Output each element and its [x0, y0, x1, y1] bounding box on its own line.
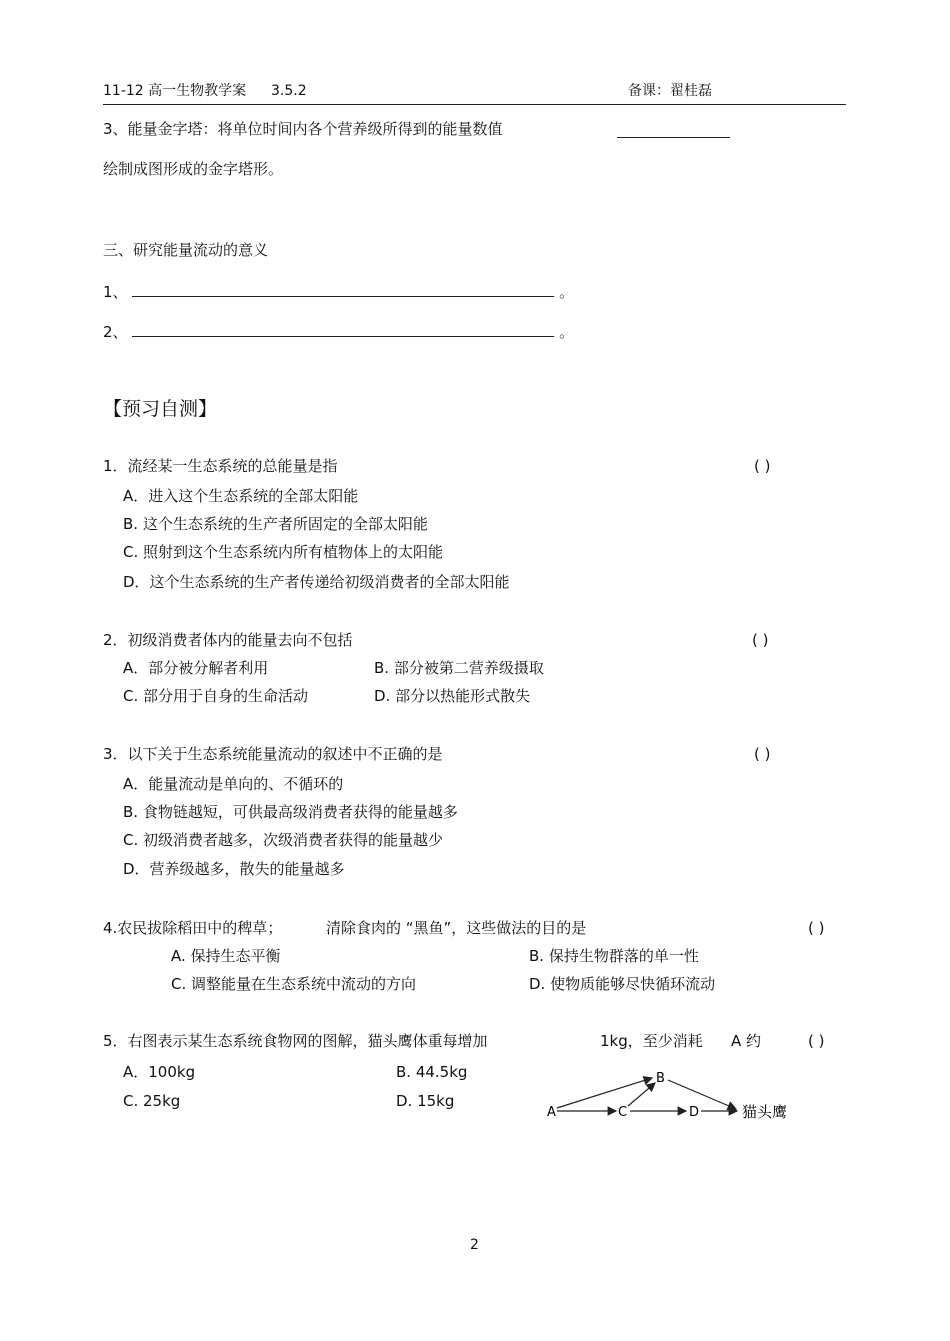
- pyramid-blank: [617, 122, 730, 138]
- q2-option-b: B. 部分被第二营养级摄取: [374, 659, 544, 677]
- node-owl: 猫头鹰: [742, 1103, 788, 1121]
- food-web-diagram: [540, 1066, 810, 1136]
- q3-option-a: A．能量流动是单向的、不循环的: [123, 775, 344, 793]
- q4-stem-part2: 清除食肉的 “黑鱼”，这些做法的目的是: [326, 919, 587, 937]
- q1-option-d: D．这个生态系统的生产者传递给初级消费者的全部太阳能: [123, 573, 510, 591]
- pyramid-line2: 绘制成图形成的金字塔形。: [103, 160, 284, 178]
- arrow-b-to-owl: [668, 1080, 736, 1109]
- q5-option-b: B. 44.5kg: [396, 1063, 468, 1081]
- q2-option-c: C. 部分用于自身的生命活动: [123, 687, 309, 705]
- q5-stem-part1: 5．右图表示某生态系统食物网的图解，猫头鹰体重每增加: [103, 1032, 488, 1050]
- item-end: 。: [559, 323, 575, 341]
- q2-stem: 2．初级消费者体内的能量去向不包括: [103, 631, 353, 649]
- q1-option-b: B. 这个生态系统的生产者所固定的全部太阳能: [123, 515, 428, 533]
- header-section: 3.5.2: [271, 83, 307, 99]
- node-d: D: [689, 1105, 700, 1120]
- q5-answer-paren: ( ): [808, 1032, 825, 1050]
- selftest-title: 【预习自测】: [103, 398, 218, 420]
- q3-option-c: C. 初级消费者越多，次级消费者获得的能量越少: [123, 831, 444, 849]
- q3-option-b: B. 食物链越短，可供最高级消费者获得的能量越多: [123, 803, 458, 821]
- header-rule: [103, 104, 846, 105]
- q4-stem-part1: 4.农民拔除稻田中的稗草；: [103, 919, 283, 937]
- q5-option-d: D. 15kg: [396, 1092, 455, 1110]
- q4-option-c: C. 调整能量在生态系统中流动的方向: [171, 975, 417, 993]
- significance-item-2: [103, 322, 574, 341]
- header-title: 11-12 高一生物教学案: [103, 83, 247, 99]
- node-a: A: [547, 1105, 556, 1120]
- q2-answer-paren: ( ): [752, 631, 769, 649]
- q3-stem: 3．以下关于生态系统能量流动的叙述中不正确的是: [103, 745, 443, 763]
- q5-stem-part2: 1kg，至少消耗: [600, 1032, 703, 1050]
- q1-option-a: A．进入这个生态系统的全部太阳能: [123, 487, 359, 505]
- q2-option-a: A．部分被分解者利用: [123, 659, 269, 677]
- arrow-c-to-b: [628, 1083, 655, 1106]
- fill-blank: [132, 282, 554, 297]
- significance-title: 三、研究能量流动的意义: [103, 241, 269, 259]
- q5-option-a: A．100kg: [123, 1063, 196, 1081]
- q1-stem: 1．流经某一生态系统的总能量是指: [103, 457, 338, 475]
- q5-stem-part3: A 约: [731, 1032, 762, 1050]
- q4-option-d: D. 使物质能够尽快循环流动: [529, 975, 716, 993]
- node-c: C: [618, 1105, 628, 1120]
- header-author: 备课：翟桂磊: [628, 83, 712, 99]
- q4-option-b: B. 保持生物群落的单一性: [529, 947, 699, 965]
- page-number: 2: [470, 1237, 479, 1253]
- q3-option-d: D．营养级越多，散失的能量越多: [123, 860, 345, 878]
- item-end: 。: [559, 283, 575, 301]
- q3-answer-paren: ( ): [754, 745, 771, 763]
- q4-answer-paren: ( ): [808, 919, 825, 937]
- arrow-a-to-b: [557, 1078, 652, 1108]
- item-number: 1、: [103, 283, 128, 301]
- q1-option-c: C. 照射到这个生态系统内所有植物体上的太阳能: [123, 543, 444, 561]
- node-b: B: [656, 1071, 665, 1086]
- q2-option-d: D. 部分以热能形式散失: [374, 687, 531, 705]
- pyramid-line1: 3、能量金字塔：将单位时间内各个营养级所得到的能量数值: [103, 120, 503, 138]
- fill-blank: [132, 322, 554, 337]
- significance-item-1: [103, 282, 574, 301]
- q1-answer-paren: ( ): [754, 457, 771, 475]
- q5-option-c: C. 25kg: [123, 1092, 181, 1110]
- q4-option-a: A. 保持生态平衡: [171, 947, 281, 965]
- item-number: 2、: [103, 323, 128, 341]
